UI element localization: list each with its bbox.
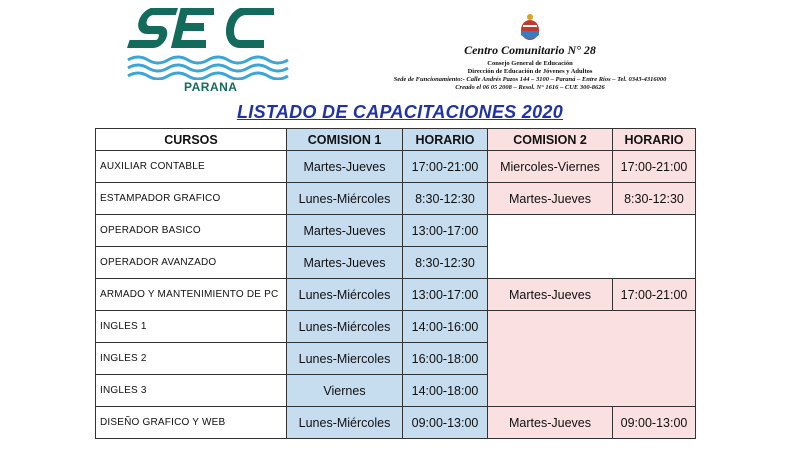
course-name: ARMADO Y MANTENIMIENTO DE PC	[96, 279, 287, 311]
org-name: Centro Comunitario N° 28	[464, 43, 596, 57]
sec-logo-graphic	[124, 8, 294, 80]
course-name: DISEÑO GRAFICO Y WEB	[96, 407, 287, 439]
comision-1-days: Lunes-Miércoles	[287, 311, 403, 343]
comision-1-time: 8:30-12:30	[403, 183, 488, 215]
course-name: INGLES 2	[96, 343, 287, 375]
comision-1-days: Lunes-Miércoles	[287, 407, 403, 439]
comision-2-empty	[488, 215, 696, 279]
comision-1-time: 14:00-18:00	[403, 375, 488, 407]
comision-1-days: Lunes-Miercoles	[287, 343, 403, 375]
comision-1-days: Martes-Jueves	[287, 247, 403, 279]
header-horario-2: HORARIO	[613, 129, 696, 151]
table-row	[96, 279, 696, 311]
table-row	[96, 311, 696, 343]
org-line-2: Dirección de Educación de Jóvenes y Adultos	[467, 68, 593, 75]
comision-1-time: 8:30-12:30	[403, 247, 488, 279]
header-comision-2: COMISION 2	[488, 129, 613, 151]
comision-1-time: 17:00-21:00	[403, 151, 488, 183]
table-row	[96, 215, 696, 247]
course-name: ESTAMPADOR GRAFICO	[96, 183, 287, 215]
comision-1-time: 16:00-18:00	[403, 343, 488, 375]
org-line-3: Sede de Funcionamiento:- Calle Andrés Pazos 144 – 3100 – Paraná – Entre Ríos – Tel. 0343-4316000	[393, 76, 667, 83]
sec-logo	[124, 8, 294, 100]
course-name: OPERADOR BASICO	[96, 215, 287, 247]
comision-1-days: Lunes-Miércoles	[287, 279, 403, 311]
comision-2-days: Martes-Jueves	[488, 279, 613, 311]
comision-2-empty	[488, 311, 696, 407]
comision-2-time: 09:00-13:00	[613, 407, 696, 439]
course-name: AUXILIAR CONTABLE	[96, 151, 287, 183]
comision-2-time: 8:30-12:30	[613, 183, 696, 215]
table-row	[96, 183, 696, 215]
comision-2-days: Martes-Jueves	[488, 407, 613, 439]
course-name: INGLES 1	[96, 311, 287, 343]
organization-header	[350, 43, 710, 92]
course-name: OPERADOR AVANZADO	[96, 247, 287, 279]
comision-1-days: Martes-Jueves	[287, 215, 403, 247]
course-name: INGLES 3	[96, 375, 287, 407]
logo-subtitle: PARANA	[184, 80, 238, 94]
header-cursos: CURSOS	[96, 129, 287, 151]
comision-1-time: 13:00-17:00	[403, 279, 488, 311]
org-line-4: Creado el 06 05 2008 – Resol. N° 1616 – CUE 300-8626	[455, 84, 605, 91]
comision-2-time: 17:00-21:00	[613, 151, 696, 183]
page-title: LISTADO DE CAPACITACIONES 2020	[236, 102, 564, 122]
comision-1-days: Martes-Jueves	[287, 151, 403, 183]
comision-2-days: Miercoles-Viernes	[488, 151, 613, 183]
provincial-emblem-icon	[519, 13, 541, 41]
table-header-row	[96, 129, 696, 151]
comision-2-time: 17:00-21:00	[613, 279, 696, 311]
comision-2-days: Martes-Jueves	[488, 183, 613, 215]
header-comision-1: COMISION 1	[287, 129, 403, 151]
table-row	[96, 151, 696, 183]
comision-1-time: 14:00-16:00	[403, 311, 488, 343]
table-row	[96, 407, 696, 439]
comision-1-days: Viernes	[287, 375, 403, 407]
comision-1-days: Lunes-Miércoles	[287, 183, 403, 215]
comision-1-time: 13:00-17:00	[403, 215, 488, 247]
org-line-1: Consejo General de Educación	[487, 60, 573, 67]
courses-table	[95, 128, 696, 439]
comision-1-time: 09:00-13:00	[403, 407, 488, 439]
header-horario-1: HORARIO	[403, 129, 488, 151]
